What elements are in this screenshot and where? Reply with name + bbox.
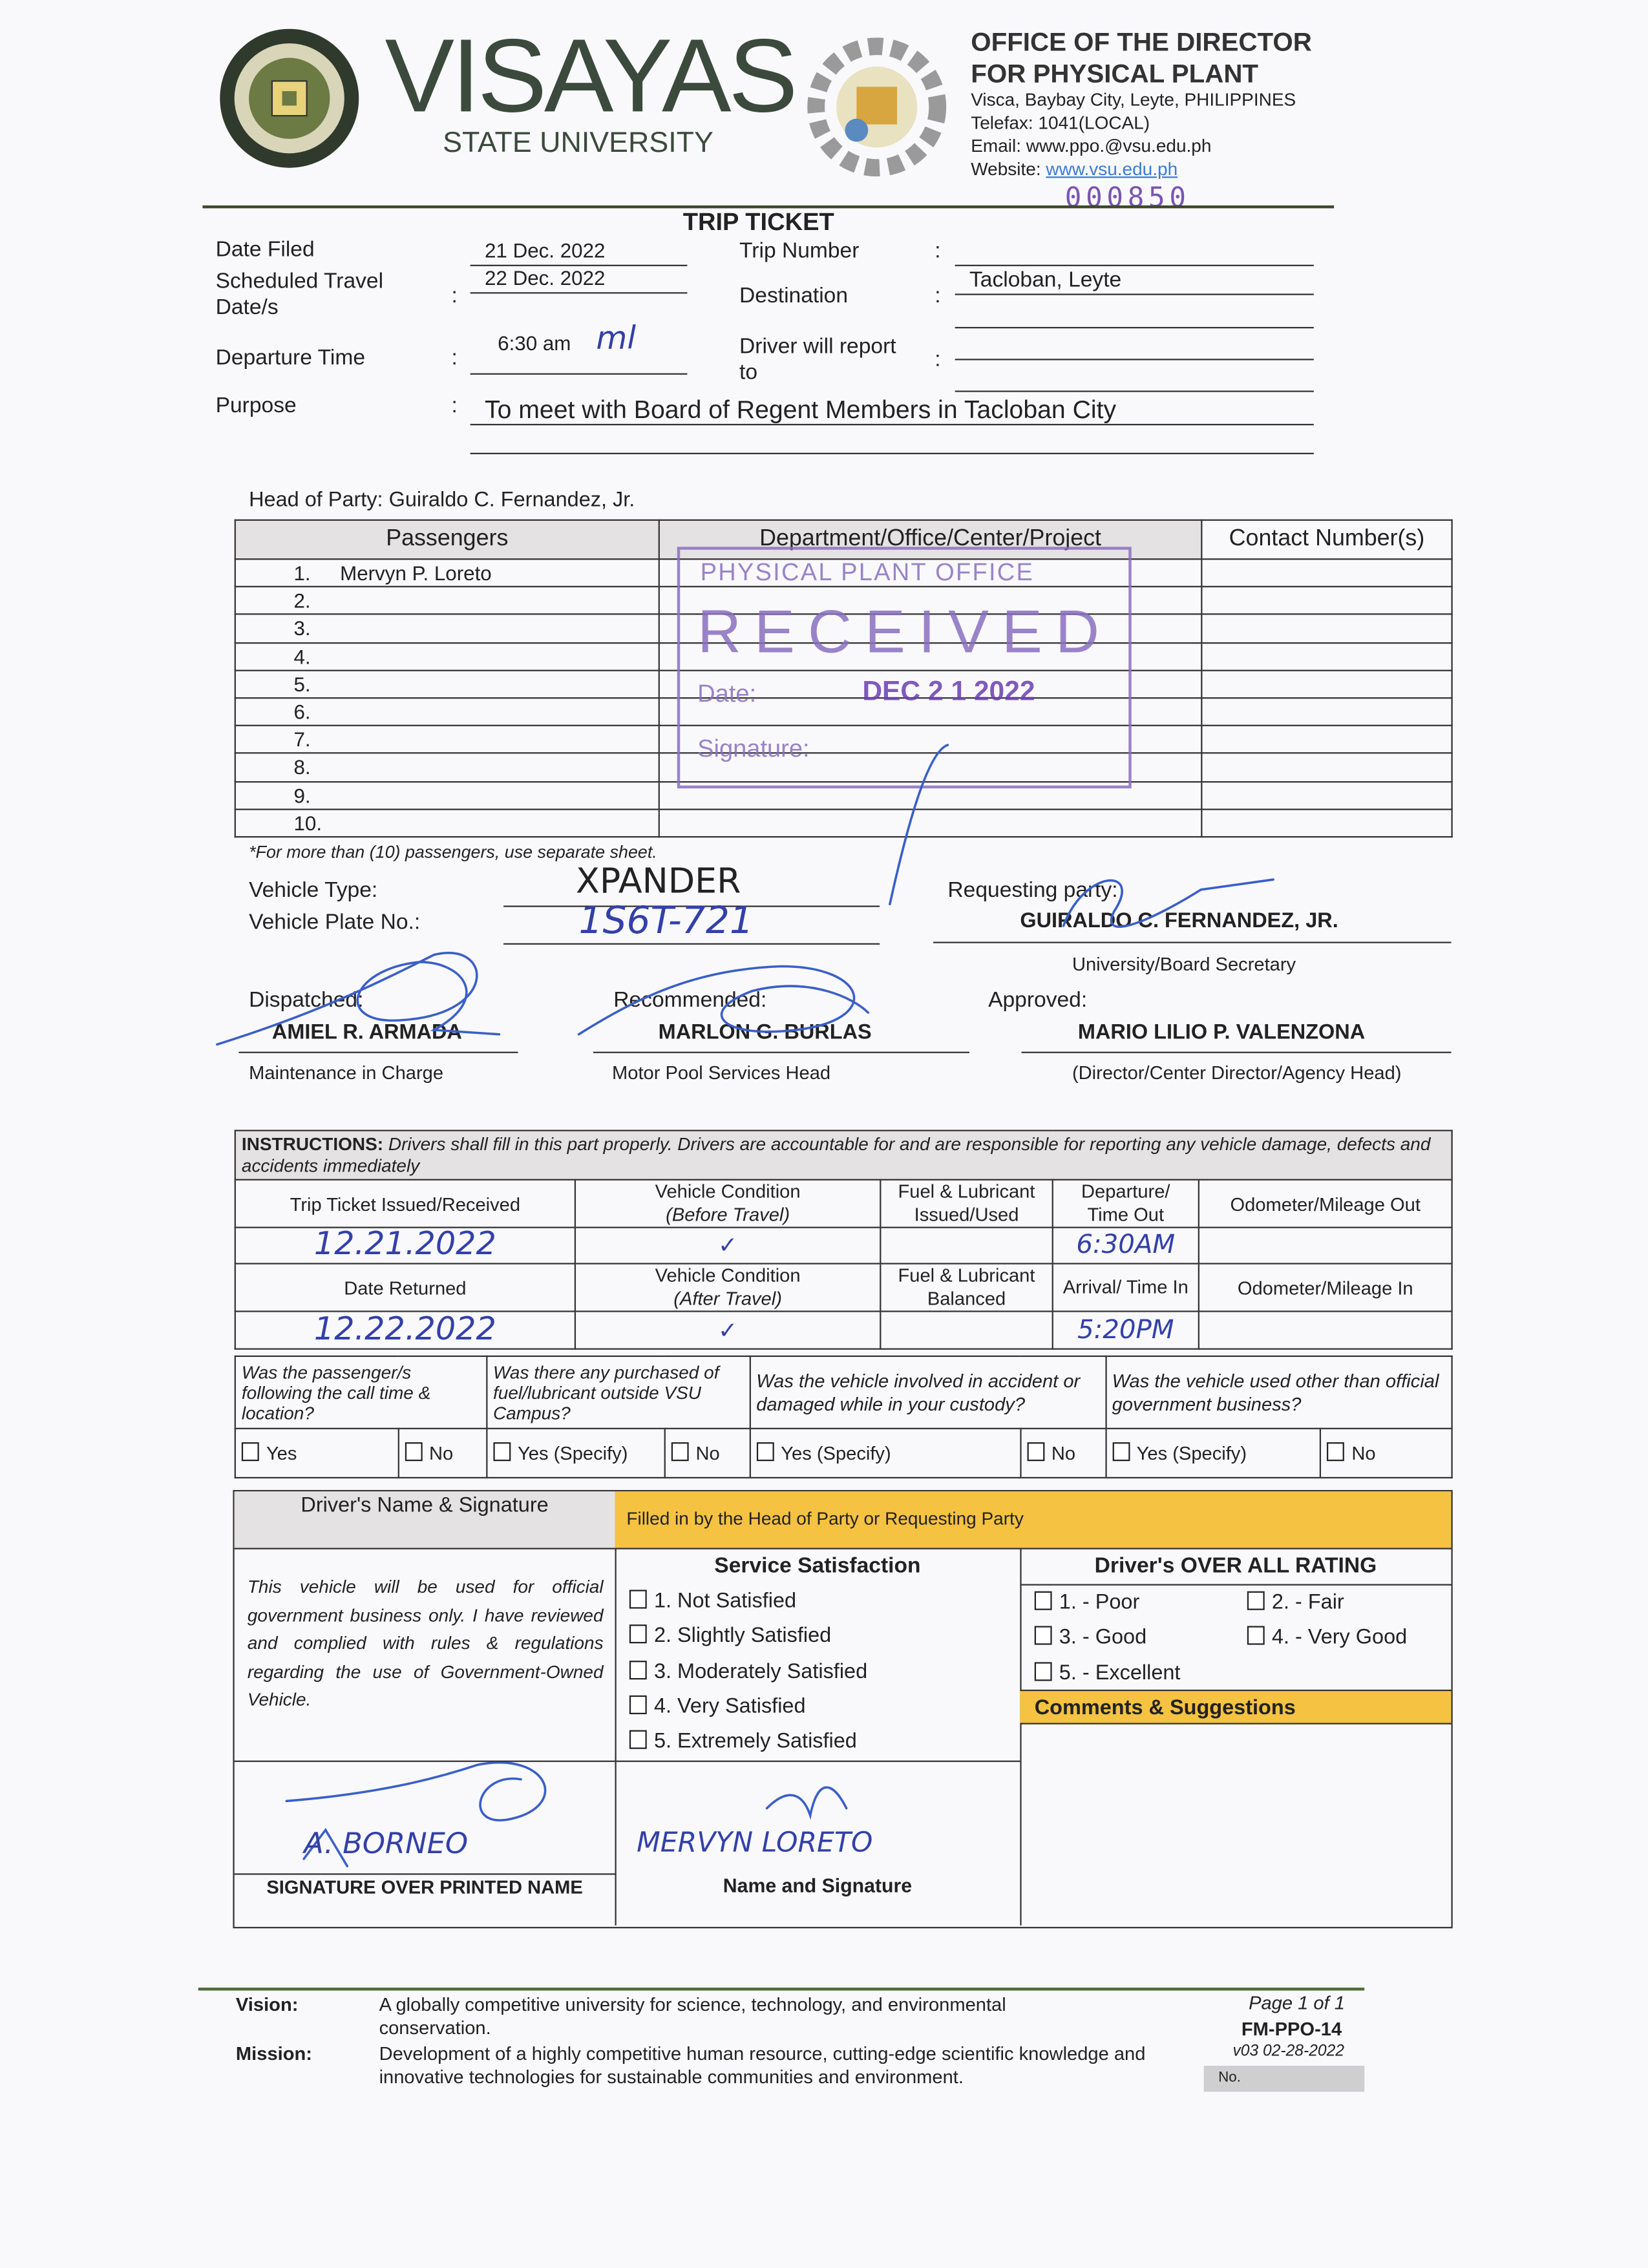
issued-header: Trip Ticket Issued/Received xyxy=(235,1180,575,1228)
passenger-contact-cell[interactable] xyxy=(1201,726,1452,753)
dispatched-name: AMIEL R. ARMADA xyxy=(271,1021,462,1045)
form-title: TRIP TICKET xyxy=(682,208,834,236)
checkbox-icon[interactable] xyxy=(1247,1591,1265,1610)
passenger-number: 3. xyxy=(293,616,311,640)
instructions-text: Drivers shall fill in this part properly. Drivers are accountable for and are responsible for reporting any vehicle damage, defects and accidents immediately xyxy=(241,1133,1431,1176)
departure-label: Departure Time xyxy=(215,346,366,371)
vc-before-title: Vehicle Condition xyxy=(655,1180,801,1202)
checkbox-icon[interactable] xyxy=(756,1442,774,1461)
passenger-contact-cell[interactable] xyxy=(1201,809,1452,837)
passenger-number: 9. xyxy=(293,783,311,807)
odometer-in-value[interactable] xyxy=(1199,1311,1452,1349)
service-option-label: 5. Extremely Satisfied xyxy=(653,1730,857,1754)
rating-option[interactable] xyxy=(1035,1626,1146,1649)
question-1-yes-option[interactable] xyxy=(235,1429,398,1478)
office-title-line2: FOR PHYSICAL PLANT xyxy=(971,59,1259,89)
question-3: Was the vehicle involved in accident or damaged while in your custody? xyxy=(750,1356,1105,1429)
contact-header: Contact Number(s) xyxy=(1201,520,1452,559)
checkbox-icon[interactable] xyxy=(629,1660,647,1679)
passenger-number: 2. xyxy=(293,589,311,613)
passenger-name-cell[interactable] xyxy=(235,587,659,614)
passenger-name-cell[interactable] xyxy=(235,670,659,698)
checkbox-icon[interactable] xyxy=(1035,1626,1052,1644)
odometer-in-header: Odometer/Mileage In xyxy=(1199,1264,1452,1312)
passenger-number: 8. xyxy=(293,755,311,779)
trip-number-label: Trip Number xyxy=(739,238,860,264)
approved-line xyxy=(1022,1052,1452,1053)
passenger-name-cell[interactable] xyxy=(235,809,659,837)
dispatched-title: Maintenance in Charge xyxy=(249,1062,444,1084)
destination-colon: : xyxy=(935,283,941,308)
filled-by-banner: Filled in by the Head of Party or Requesting Party xyxy=(615,1491,1451,1548)
vc-after-title: Vehicle Condition xyxy=(655,1264,801,1286)
checkbox-icon[interactable] xyxy=(1035,1662,1052,1681)
fuel-balanced-value[interactable] xyxy=(880,1311,1052,1349)
passenger-name: Mervyn P. Loreto xyxy=(340,561,492,585)
service-option-label: 2. Slightly Satisfied xyxy=(653,1624,832,1648)
website-link[interactable]: www.vsu.edu.ph xyxy=(1046,159,1178,180)
instructions-label: INSTRUCTIONS: xyxy=(241,1133,384,1154)
driver-report-colon: : xyxy=(935,347,941,372)
recommended-title: Motor Pool Services Head xyxy=(612,1062,831,1084)
university-name: VISAYAS xyxy=(385,19,796,135)
department-header: Department/Office/Center/Project xyxy=(659,520,1202,559)
service-options xyxy=(629,1590,867,1765)
service-option[interactable] xyxy=(629,1625,867,1660)
option-label: No xyxy=(1351,1442,1376,1464)
odometer-out-header: Odometer/Mileage Out xyxy=(1199,1180,1452,1228)
vc-after-header xyxy=(575,1264,880,1312)
service-option[interactable] xyxy=(629,1660,867,1695)
stamp-received: RECEIVED xyxy=(697,597,1113,666)
passenger-name-cell[interactable] xyxy=(235,559,659,587)
approved-label: Approved: xyxy=(988,988,1088,1013)
passenger-number: 7. xyxy=(293,728,311,751)
office-address: Visca, Baybay City, Leyte, PHILIPPINES xyxy=(971,89,1296,110)
checkbox-icon[interactable] xyxy=(629,1590,647,1608)
purpose-line xyxy=(470,424,1314,425)
rating-option-label: 2. - Fair xyxy=(1271,1591,1344,1615)
comments-field[interactable] xyxy=(1022,1726,1450,1924)
stamp-date-label: Date: xyxy=(697,680,757,708)
driver-statement: This vehicle will be used for official government business only. I have reviewed and complied with rules & regulations regarding the use of Government-Owned Vehicle. xyxy=(247,1577,604,1710)
driver-report-label-2: to xyxy=(739,360,758,385)
checkbox-icon[interactable] xyxy=(629,1730,647,1749)
eval-col-divider-1 xyxy=(615,1548,616,1926)
destination-line xyxy=(955,293,1314,295)
service-option-label: 1. Not Satisfied xyxy=(653,1590,797,1613)
service-option[interactable] xyxy=(629,1730,867,1765)
vision-text: A globally competitive university for science, technology, and environmental conservation. xyxy=(379,1993,1006,2039)
form-version: v03 02-28-2022 xyxy=(1232,2042,1344,2061)
vc-after-sub: (After Travel) xyxy=(673,1287,782,1310)
option-label: No xyxy=(428,1442,454,1464)
office-telefax: Telefax: 1041(LOCAL) xyxy=(971,112,1150,133)
passenger-name-cell[interactable] xyxy=(235,726,659,753)
checkbox-icon[interactable] xyxy=(629,1696,647,1714)
departure-value[interactable]: 6:30 am xyxy=(498,331,571,355)
checkbox-icon[interactable] xyxy=(1247,1626,1265,1644)
fuel-issued-value[interactable] xyxy=(880,1228,1052,1264)
plate-label: Vehicle Plate No.: xyxy=(249,910,421,935)
passengers-note: *For more than (10) passengers, use separate sheet. xyxy=(249,841,657,863)
passenger-contact-cell[interactable] xyxy=(1201,698,1452,726)
party-sig-caption: Name and Signature xyxy=(723,1874,913,1897)
recommended-line xyxy=(593,1052,969,1053)
time-out-value[interactable]: 6:30AM xyxy=(1053,1228,1199,1264)
office-website xyxy=(971,159,1178,179)
destination-line-2 xyxy=(955,327,1314,328)
vision-label: Vision: xyxy=(235,1993,299,2015)
rating-option[interactable] xyxy=(1247,1591,1344,1615)
ppo-gear-logo xyxy=(793,32,955,176)
requesting-title: University/Board Secretary xyxy=(1072,953,1296,975)
eval-divider xyxy=(235,1548,1452,1549)
passenger-row xyxy=(235,809,1452,837)
page-number: Page 1 of 1 xyxy=(1249,1991,1345,2014)
recommended-name: MARLON G. BURLAS xyxy=(658,1021,872,1045)
checkbox-icon[interactable] xyxy=(671,1442,688,1461)
fuel-balanced-header: Fuel & Lubricant Balanced xyxy=(880,1264,1052,1312)
passenger-number: 4. xyxy=(293,644,311,668)
rating-option-label: 3. - Good xyxy=(1059,1626,1147,1650)
vc-before-sub: (Before Travel) xyxy=(666,1203,790,1226)
passenger-number: 10. xyxy=(293,811,322,835)
purpose-line-2 xyxy=(470,453,1314,454)
stamp-office: PHYSICAL PLANT OFFICE xyxy=(700,558,1035,586)
office-email: Email: www.ppo.@vsu.edu.ph xyxy=(971,136,1212,156)
departure-initials: ml xyxy=(596,321,637,357)
question-4-yes-option[interactable] xyxy=(1106,1429,1321,1478)
driver-signature-name: A. BORNEO xyxy=(304,1825,469,1861)
departure-out-header: Departure/ Time Out xyxy=(1053,1180,1199,1228)
head-of-party: Head of Party: Guiraldo C. Fernandez, Jr. xyxy=(249,488,635,512)
vsu-seal-logo xyxy=(217,26,362,171)
vc-before-check[interactable]: ✓ xyxy=(575,1228,880,1264)
stamp-date: DEC 2 1 2022 xyxy=(862,677,1035,708)
question-3-no-option[interactable] xyxy=(1020,1429,1106,1478)
question-3-yes-option[interactable] xyxy=(750,1429,1020,1478)
footer-rule xyxy=(198,1988,1364,1990)
driver-report-label: Driver will report xyxy=(739,334,896,359)
website-label: Website: xyxy=(971,159,1046,180)
checkbox-icon[interactable] xyxy=(1027,1442,1044,1461)
party-signature-name: MERVYN LORETO xyxy=(637,1827,873,1859)
driver-sig-line xyxy=(235,1873,615,1874)
plate-value[interactable]: 1S6T-721 xyxy=(578,899,754,943)
odometer-out-value[interactable] xyxy=(1199,1228,1452,1264)
passenger-name-cell[interactable] xyxy=(235,642,659,670)
question-1: Was the passenger/s following the call time & location? xyxy=(235,1356,487,1429)
fuel-issued-header: Fuel & Lubricant Issued/Used xyxy=(880,1180,1052,1228)
passenger-name-cell[interactable] xyxy=(235,753,659,781)
dispatched-line xyxy=(238,1052,518,1053)
option-label: Yes (Specify) xyxy=(781,1442,891,1464)
requesting-label: Requesting party: xyxy=(947,877,1118,903)
option-label: No xyxy=(1051,1442,1076,1464)
destination-label: Destination xyxy=(739,283,849,308)
rating-option[interactable] xyxy=(1035,1662,1181,1685)
driver-report-field[interactable] xyxy=(955,359,1314,360)
approved-name: MARIO LILIO P. VALENZONA xyxy=(1077,1021,1366,1045)
question-2-no-option[interactable] xyxy=(664,1429,750,1478)
departure-line xyxy=(470,373,688,375)
departure-colon: : xyxy=(451,346,458,371)
checkbox-icon[interactable] xyxy=(1112,1442,1130,1461)
passenger-name-cell[interactable] xyxy=(235,698,659,726)
option-label: No xyxy=(695,1442,720,1464)
scheduled-value[interactable]: 22 Dec. 2022 xyxy=(484,266,606,289)
vehicle-type-value[interactable]: XPANDER xyxy=(576,861,741,901)
office-title-line1: OFFICE OF THE DIRECTOR xyxy=(971,27,1312,57)
question-4: Was the vehicle used other than official government business? xyxy=(1106,1356,1452,1429)
purpose-value[interactable]: To meet with Board of Regent Members in Tacloban City xyxy=(484,395,1117,424)
passenger-contact-cell[interactable] xyxy=(1201,559,1452,587)
serial-number-stamp: 000850 xyxy=(1064,182,1190,215)
option-label: Yes (Specify) xyxy=(518,1442,628,1464)
passenger-contact-cell[interactable] xyxy=(1201,753,1452,781)
issued-date-value[interactable]: 12.21.2022 xyxy=(235,1228,575,1264)
passenger-name-cell[interactable] xyxy=(235,614,659,642)
rating-option-label: 5. - Excellent xyxy=(1059,1662,1181,1686)
form-code: FM-PPO-14 xyxy=(1241,2018,1342,2040)
purpose-colon: : xyxy=(451,393,458,419)
purpose-label: Purpose xyxy=(215,393,297,419)
question-4-no-option[interactable] xyxy=(1320,1429,1452,1478)
rating-option-label: 1. - Poor xyxy=(1059,1591,1140,1615)
trip-number-field[interactable] xyxy=(955,265,1314,266)
question-1-no-option[interactable] xyxy=(398,1429,487,1478)
driver-header: Driver's Name & Signature xyxy=(235,1491,615,1548)
mission-text: Development of a highly competitive human resource, cutting-edge scientific knowledge and innovative technologies for sustainable communities and environment. xyxy=(379,2042,1146,2088)
form-no-box xyxy=(1204,2066,1365,2092)
recommended-label: Recommended: xyxy=(613,988,767,1013)
mission-label: Mission: xyxy=(235,2042,312,2064)
checkbox-icon[interactable] xyxy=(405,1442,422,1461)
scheduled-label: Scheduled Travel xyxy=(215,269,384,294)
passenger-number: 6. xyxy=(293,700,311,724)
time-in-value[interactable]: 5:20PM xyxy=(1053,1311,1199,1349)
passenger-number: 5. xyxy=(293,672,311,696)
date-filed-label: Date Filed xyxy=(215,237,315,262)
option-label: Yes (Specify) xyxy=(1136,1442,1247,1464)
checkbox-icon[interactable] xyxy=(493,1442,511,1461)
requesting-name: GUIRALDO C. FERNANDEZ, JR. xyxy=(1020,910,1338,934)
dispatched-label: Dispatched: xyxy=(249,988,364,1013)
rating-option-label: 4. - Very Good xyxy=(1271,1626,1408,1650)
option-label: Yes xyxy=(266,1442,297,1464)
checkbox-icon[interactable] xyxy=(242,1442,259,1461)
requesting-line xyxy=(933,941,1451,943)
rating-option[interactable] xyxy=(1035,1591,1140,1615)
passenger-number: 1. xyxy=(293,561,311,585)
passenger-contact-cell[interactable] xyxy=(1201,642,1452,670)
rating-option[interactable] xyxy=(1247,1626,1407,1649)
questions-table xyxy=(235,1356,1453,1478)
vc-after-check[interactable]: ✓ xyxy=(575,1311,880,1349)
scheduled-label-2: Date/s xyxy=(215,295,279,320)
passenger-contact-cell[interactable] xyxy=(1201,587,1452,614)
form-no-label: No. xyxy=(1218,2070,1241,2086)
returned-header: Date Returned xyxy=(235,1264,575,1312)
checkbox-icon[interactable] xyxy=(1327,1442,1344,1461)
vc-before-header xyxy=(575,1180,880,1228)
service-option-label: 3. Moderately Satisfied xyxy=(653,1660,868,1684)
passenger-contact-cell[interactable] xyxy=(1201,781,1452,809)
destination-value[interactable]: Tacloban, Leyte xyxy=(969,268,1122,293)
service-option-label: 4. Very Satisfied xyxy=(653,1695,806,1719)
received-stamp xyxy=(677,547,1132,788)
date-filed-value[interactable]: 21 Dec. 2022 xyxy=(484,238,606,262)
driver-sig-caption: SIGNATURE OVER PRINTED NAME xyxy=(266,1876,583,1898)
passengers-header: Passengers xyxy=(235,520,659,559)
question-2: Was there any purchased of fuel/lubricant outside VSU Campus? xyxy=(487,1356,750,1429)
returned-date-value[interactable]: 12.22.2022 xyxy=(235,1311,575,1349)
rating-divider xyxy=(1020,1584,1451,1585)
instructions-cell xyxy=(235,1131,1452,1180)
trip-number-colon: : xyxy=(935,238,941,264)
passenger-name-cell[interactable] xyxy=(235,781,659,809)
driver-log-table xyxy=(235,1130,1453,1350)
checkbox-icon[interactable] xyxy=(629,1625,647,1644)
arrival-in-header: Arrival/ Time In xyxy=(1053,1264,1199,1312)
question-2-yes-option[interactable] xyxy=(487,1429,664,1478)
passenger-department-cell[interactable] xyxy=(659,809,1202,837)
university-subtitle: STATE UNIVERSITY xyxy=(443,127,713,160)
stamp-signature-label: Signature: xyxy=(697,735,810,762)
passenger-contact-cell[interactable] xyxy=(1201,614,1452,642)
service-option[interactable] xyxy=(629,1590,867,1624)
plate-line xyxy=(503,943,880,945)
rating-header: Driver's OVER ALL RATING xyxy=(1094,1553,1377,1579)
vehicle-type-label: Vehicle Type: xyxy=(249,877,378,903)
scheduled-line xyxy=(470,292,688,293)
service-header: Service Satisfaction xyxy=(714,1553,921,1579)
approved-title: (Director/Center Director/Agency Head) xyxy=(1072,1062,1402,1084)
checkbox-icon[interactable] xyxy=(1035,1591,1052,1610)
driver-report-line-2 xyxy=(955,390,1314,392)
service-option[interactable] xyxy=(629,1696,867,1730)
sig-divider xyxy=(235,1761,1020,1762)
passenger-contact-cell[interactable] xyxy=(1201,670,1452,698)
comments-header: Comments & Suggestions xyxy=(1020,1690,1451,1725)
scheduled-colon: : xyxy=(451,283,458,308)
